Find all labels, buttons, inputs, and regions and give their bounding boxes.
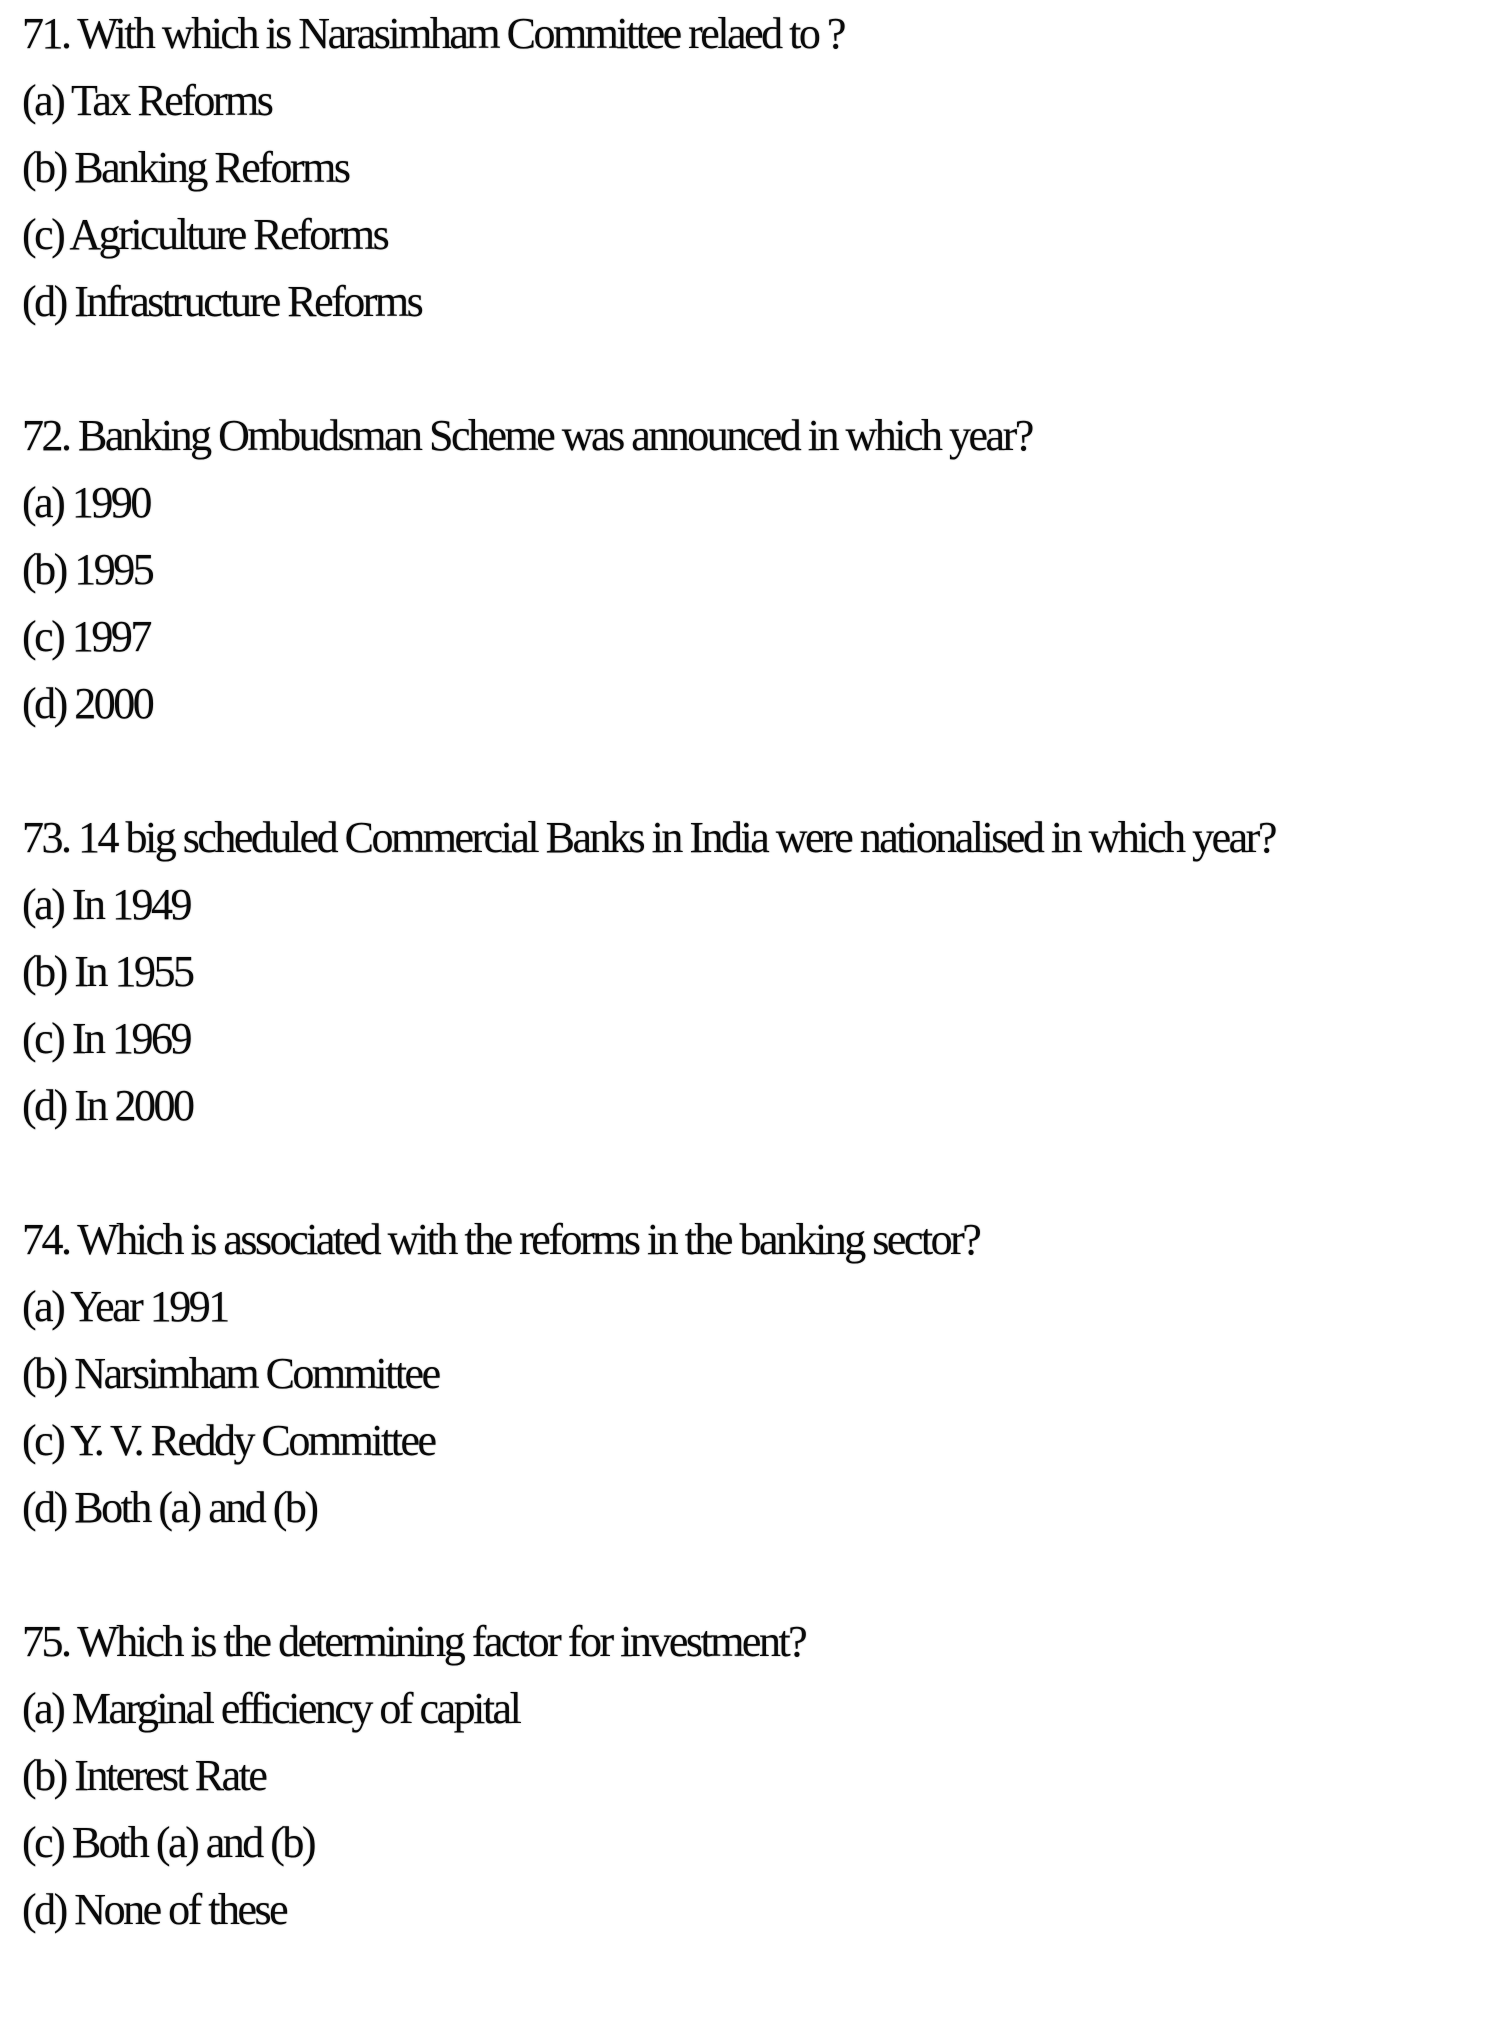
- question-72-option-d: (d) 2000: [22, 679, 153, 728]
- question-71-text: 71. With which is Narasimham Committee relaed to ?: [22, 9, 844, 58]
- question-73-option-a: (a) In 1949: [22, 880, 190, 929]
- question-block-74: [22, 1206, 1505, 1541]
- question-75-option-b: (b) Interest Rate: [22, 1751, 266, 1800]
- question-block-71: [22, 0, 1505, 335]
- question-72-text: 72. Banking Ombudsman Scheme was announced in which year?: [22, 411, 1032, 460]
- question-74-option-c: (c) Y. V. Reddy Committee: [22, 1416, 435, 1465]
- question-74-option-d: (d) Both (a) and (b): [22, 1483, 317, 1532]
- question-71-option-a: (a) Tax Reforms: [22, 76, 272, 125]
- question-73-option-d: (d) In 2000: [22, 1081, 193, 1130]
- question-block-73: [22, 804, 1505, 1139]
- question-73-text: 73. 14 big scheduled Commercial Banks in India were nationalised in which year?: [22, 813, 1275, 862]
- question-71-option-c: (c) Agriculture Reforms: [22, 210, 388, 259]
- question-73-option-c: (c) In 1969: [22, 1014, 190, 1063]
- question-74-text: 74. Which is associated with the reforms in the banking sector?: [22, 1215, 980, 1264]
- question-73-option-b: (b) In 1955: [22, 947, 193, 996]
- question-72-option-a: (a) 1990: [22, 478, 150, 527]
- question-71-option-b: (b) Banking Reforms: [22, 143, 349, 192]
- question-74-option-b: (b) Narsimham Committee: [22, 1349, 439, 1398]
- question-74-option-a: (a) Year 1991: [22, 1282, 228, 1331]
- question-72-option-c: (c) 1997: [22, 612, 150, 661]
- question-block-75: [22, 1608, 1505, 1943]
- question-75-option-d: (d) None of these: [22, 1885, 287, 1934]
- question-75-text: 75. Which is the determining factor for investment?: [22, 1617, 806, 1666]
- question-75-option-c: (c) Both (a) and (b): [22, 1818, 315, 1867]
- question-71-option-d: (d) Infrastructure Reforms: [22, 277, 422, 326]
- question-75-option-a: (a) Marginal efficiency of capital: [22, 1684, 520, 1733]
- question-block-72: [22, 402, 1505, 737]
- question-72-option-b: (b) 1995: [22, 545, 153, 594]
